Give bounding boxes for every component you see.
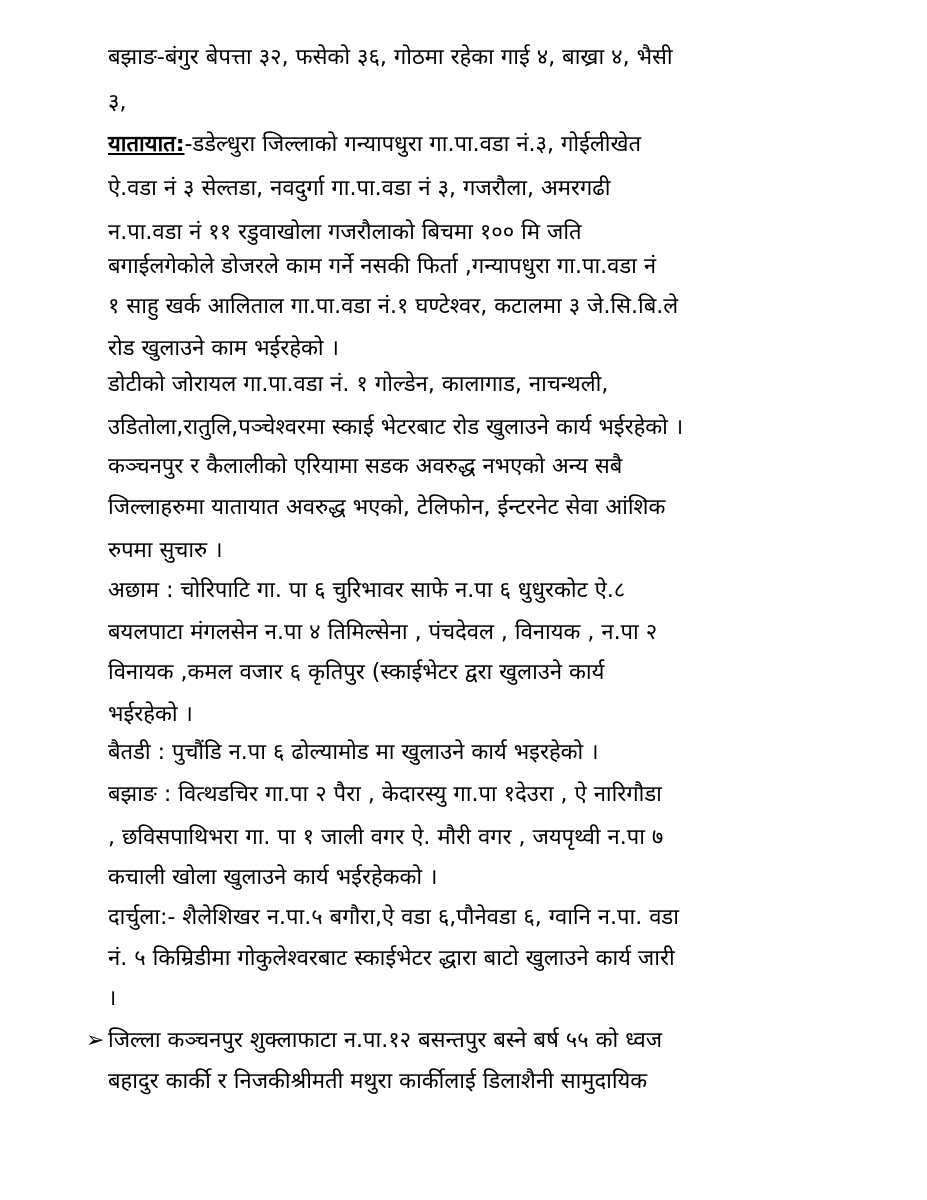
text-line: भईरहेको । bbox=[108, 702, 193, 727]
transport-heading: यातायात: bbox=[108, 132, 185, 157]
text-line: कचाली खोला खुलाउने कार्य भईरहेकको । bbox=[108, 865, 438, 890]
text-line: बैतडी : पुचौंडि न.पा ६ ढोल्यामोड मा खुलाउने कार्य भइरहेको । bbox=[108, 740, 599, 765]
text-line: उडितोला,रातुलि,पञ्चेश्वरमा स्काई भेटरबाट रोड खुलाउने कार्य भईरहेको । bbox=[108, 415, 684, 440]
text-line: बझाङ : वित्थडचिर गा.पा २ पैरा , केदारस्यु गा.पा १देउरा , ऐ नारिगौडा bbox=[108, 782, 662, 807]
text-line: बयलपाटा मंगलसेन न.पा ४ तिमिल्सेना , पंचदेवल , विनायक , न.पा २ bbox=[108, 620, 658, 645]
text-line: , छविसपाथिभरा गा. पा १ जाली वगर ऐ. मौरी वगर , जयपृथ्वी न.पा ७ bbox=[108, 825, 664, 850]
text-line: विनायक ,कमल वजार ६ कृतिपुर (स्काईभेटर द्वरा खुलाउने कार्य bbox=[108, 660, 605, 685]
text-line: कञ्चनपुर र कैलालीको एरियामा सडक अवरुद्ध नभएको अन्य सबै bbox=[108, 454, 623, 479]
text-line: ३, bbox=[108, 90, 127, 115]
text-line: ऐ.वडा नं ३ सेल्तडा, नवदुर्गा गा.पा.वडा नं ३, गजरौला, अमरगढी bbox=[108, 176, 611, 201]
text-line: रुपमा सुचारु । bbox=[108, 538, 223, 563]
text-line: जिल्ला कञ्चनपुर शुक्लाफाटा न.पा.१२ बसन्तपुर बस्ने बर्ष ५५ को ध्वज bbox=[108, 1028, 663, 1053]
transport-text: -डडेल्धुरा जिल्लाको गन्यापधुरा गा.पा.वडा नं.३, गोईलीखेत bbox=[184, 132, 642, 157]
text-line: जिल्लाहरुमा यातायात अवरुद्ध भएको, टेलिफोन, ईन्टरनेट सेवा आंशिक bbox=[108, 495, 666, 520]
text-line: दार्चुला:- शैलेशिखर न.पा.५ बगौरा,ऐ वडा ६,पौनेवडा ६, ग्वानि न.पा. वडा bbox=[108, 905, 679, 930]
text-line: न.पा.वडा नं ११ रडुवाखोला गजरौलाको बिचमा १०० मि जति bbox=[108, 220, 582, 245]
arrow-bullet-icon: ➢ bbox=[86, 1028, 105, 1053]
text-line: बगाईलगेकोले डोजरले काम गर्ने नसकी फिर्ता ,गन्यापधुरा गा.पा.वडा नं bbox=[108, 254, 657, 279]
text-line: डोटीको जोरायल गा.पा.वडा नं. १ गोल्डेन, कालागाड, नाचन्थली, bbox=[108, 372, 609, 397]
text-line: । bbox=[108, 986, 117, 1011]
text-line: बहादुर कार्की र निजकीश्रीमती मथुरा कार्कीलाई डिलाशैनी सामुदायिक bbox=[108, 1069, 648, 1094]
text-line: नं. ५ किम्रिडीमा गोकुलेश्वरबाट स्काईभेटर द्धारा बाटो खुलाउने कार्य जारी bbox=[108, 946, 675, 971]
text-line: अछाम : चोरिपाटि गा. पा ६ चुरिभावर साफे न.पा ६ धुधुरकोट ऐ.८ bbox=[108, 578, 626, 603]
text-line: बझाङ-बंगुर बेपत्ता ३२, फसेको ३६, गोठमा रहेका गाई ४, बाख्रा ४, भैसी bbox=[108, 45, 673, 70]
text-line: रोड खुलाउने काम भईरहेको । bbox=[108, 336, 339, 361]
transport-line bbox=[108, 130, 641, 160]
text-line: १ साहु खर्क आलिताल गा.पा.वडा नं.१ घण्टेश्वर, कटालमा ३ जे.सि.बि.ले bbox=[108, 294, 679, 319]
